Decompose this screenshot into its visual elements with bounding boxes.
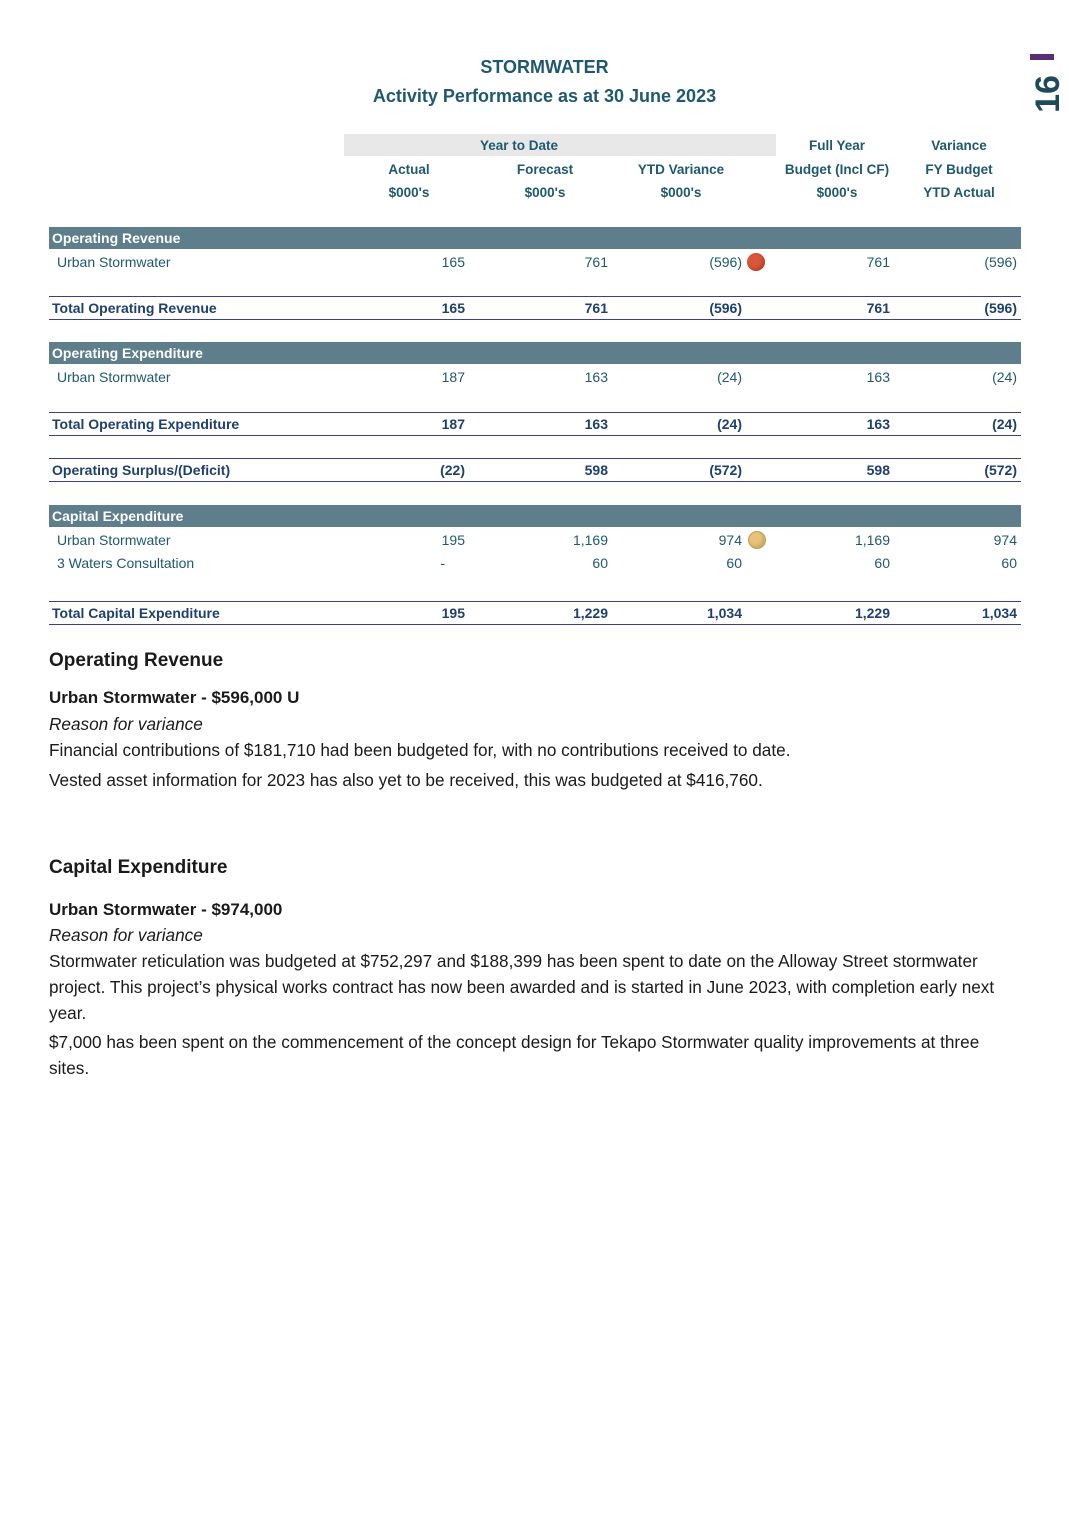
cell-budget: 761 [866,254,890,270]
table-row [49,552,1021,574]
total-row [49,296,1021,320]
section-operating-expenditure [49,342,1021,364]
col-ytd-variance-header: YTD Variance [637,162,725,177]
commentary-reason-label: Reason for variance [49,714,203,734]
section-label: Operating Expenditure [52,345,203,361]
table-row [49,529,1021,551]
page-title: STORMWATER [480,57,609,77]
cell-ytd-variance: (24) [717,369,742,385]
cell-actual: 187 [441,369,465,385]
row-label: Urban Stormwater [57,532,171,548]
cell-budget: 761 [866,300,890,316]
cell-forecast: 1,169 [572,532,608,548]
section-label: Capital Expenditure [52,508,184,524]
cell-fy-variance: (24) [992,416,1017,432]
commentary-paragraph: Stormwater reticulation was budgeted at $752,297 and $188,399 has been spent to date on the Alloway Street stormwater project. This project’s physical works contract has now been awarded and is started in June 2023, with completion early next year. [49,951,995,1023]
cell-forecast: 761 [584,254,608,270]
col-actual-unit: $000's [388,185,430,200]
cell-fy-variance: (24) [992,369,1017,385]
cell-forecast: 761 [584,300,608,316]
col-ytd-actual-header: YTD Actual [923,185,995,200]
commentary-item-title: Urban Stormwater - $596,000 U [49,688,300,707]
cell-budget: 163 [866,416,890,432]
row-label: Total Operating Revenue [52,300,217,316]
cell-ytd-variance: (596) [709,300,742,316]
cell-fy-variance: (596) [984,300,1017,316]
surplus-row [49,458,1021,482]
cell-budget: 1,169 [854,532,890,548]
cell-fy-variance: (572) [984,462,1017,478]
col-actual-header: Actual [388,162,430,177]
cell-ytd-variance: (24) [717,416,742,432]
col-full-year-top: Full Year [808,138,866,153]
commentary-paragraph: $7,000 has been spent on the commencement of the concept design for Tekapo Stormwater quality improvements at three sites. [49,1032,980,1078]
cell-ytd-variance: 1,034 [706,605,742,621]
table-row [49,366,1021,388]
cell-forecast: 1,229 [572,605,608,621]
cell-fy-variance: 1,034 [981,605,1017,621]
page-subtitle: Activity Performance as at 30 June 2023 [372,86,717,106]
col-fy-budget-header: FY Budget [925,162,993,177]
cell-actual: 195 [441,532,465,548]
section-capital-expenditure [49,505,1021,527]
cell-ytd-variance: 974 [718,532,742,548]
total-row [49,412,1021,436]
cell-fy-variance: 974 [993,532,1017,548]
col-budget-header: Budget (Incl CF) [784,162,890,177]
commentary-item-title: Urban Stormwater - $974,000 [49,900,283,919]
amber-status-indicator-icon [748,531,766,549]
cell-budget: 1,229 [854,605,890,621]
table-row [49,251,1021,273]
col-budget-unit: $000's [816,185,858,200]
cell-actual: - [440,555,445,571]
col-forecast-unit: $000's [524,185,566,200]
cell-fy-variance: 60 [1001,555,1017,571]
cell-actual: 165 [441,254,465,270]
cell-forecast: 163 [584,416,608,432]
section-label: Operating Revenue [52,230,181,246]
cell-fy-variance: (596) [984,254,1017,270]
cell-ytd-variance: (572) [709,462,742,478]
cell-actual: 165 [441,300,465,316]
cell-actual: 195 [441,605,465,621]
cell-forecast: 60 [592,555,608,571]
row-label: 3 Waters Consultation [57,555,195,571]
col-forecast-header: Forecast [516,162,574,177]
cell-actual: 187 [441,416,465,432]
cell-actual: (22) [440,462,465,478]
cell-budget: 598 [866,462,890,478]
commentary-paragraph: Financial contributions of $181,710 had been budgeted for, with no contributions received to date. [49,740,791,760]
col-variance-top: Variance [931,138,987,153]
commentary-heading-capital-expenditure: Capital Expenditure [49,857,228,878]
cell-forecast: 163 [584,369,608,385]
commentary-paragraph: Vested asset information for 2023 has also yet to be received, this was budgeted at $416,760. [49,770,763,790]
commentary-heading-operating-revenue: Operating Revenue [49,650,224,671]
page-number: 16 [1029,75,1067,113]
cell-ytd-variance: (596) [709,254,742,270]
col-ytd-variance-unit: $000's [660,185,702,200]
row-label: Urban Stormwater [57,369,171,385]
row-label: Total Capital Expenditure [52,605,220,621]
row-label: Urban Stormwater [57,254,171,270]
section-operating-revenue [49,227,1021,249]
cell-ytd-variance: 60 [726,555,742,571]
red-status-indicator-icon [747,253,765,271]
cell-budget: 60 [874,555,890,571]
cell-forecast: 598 [584,462,608,478]
total-row [49,601,1021,625]
row-label: Total Operating Expenditure [52,416,240,432]
ytd-group-header: Year to Date [479,138,559,153]
row-label: Operating Surplus/(Deficit) [52,462,231,478]
commentary-reason-label: Reason for variance [49,925,203,945]
cell-budget: 163 [866,369,890,385]
